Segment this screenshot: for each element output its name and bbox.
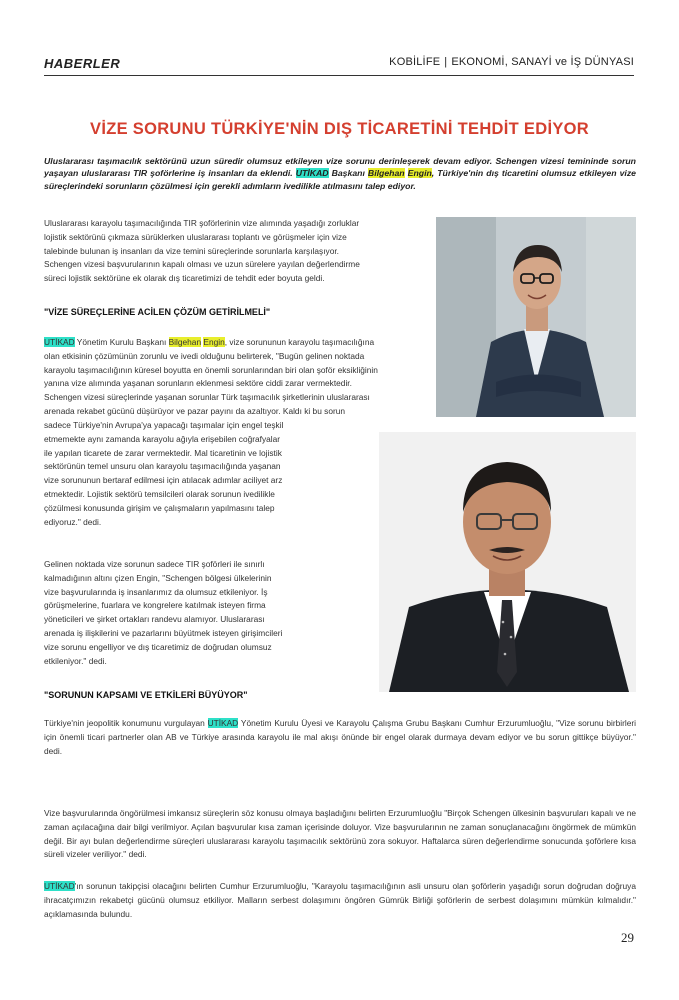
text-line: sadece Türkiye'nin Avrupa'ya yapacağı taşımalar için engel teşkil [44, 420, 284, 430]
text-line: arenada iş ilişkilerini ve pazarlarını büyütmek isteyen girişimcileri [44, 627, 283, 638]
text-line: vize sorunu engelliyor ve dış ticaretimiz de doğrudan olumsuz [44, 641, 272, 652]
org-highlight: UTİKAD [44, 881, 75, 891]
name-highlight: Engin [203, 337, 225, 347]
text-line: karayolu taşımacılığının küresel boyutta en önemli sorunlarından biri olan şoför eksikliğinin [44, 364, 378, 375]
text-line: vize başvurularında iş insanlarımız da olumsuz etkileniyor. İş [44, 586, 268, 597]
subheading-2: "SORUNUN KAPSAMI VE ETKİLERİ BÜYÜYOR" [44, 690, 248, 700]
text-line: etmemekte aynı zamanda karayolu ağıyla erişebilen coğrafyalar [44, 433, 281, 444]
org-highlight: UTİKAD [295, 168, 329, 179]
name-highlight: Bilgehan [367, 168, 405, 179]
section-label: HABERLER [44, 56, 121, 71]
section3-paragraph [44, 717, 636, 758]
text-line: kalmadığının altını çizen Engin, "Schengen bölgesi ülkelerinin [44, 572, 272, 583]
lead-text: Uluslararası taşımacılık sektörünü uzun süredir olumsuz etkileyen vize sorunu derinleşerek devam ediyor. Schengen vizesi temininde sorun yaşayan uluslararası TIR şoförlerine iş insanları da eklendi. [44, 156, 636, 179]
org-highlight: UTİKAD [44, 337, 75, 347]
portrait-illustration [379, 432, 636, 692]
text-line: çözülmesi konusunda girişim ve çalışmaların yapılmasını talep [44, 502, 275, 513]
section4-paragraph: Vize başvurularında öngörülmesi imkansız süreçlerin söz konusu olmaya başladığını belirten Erzurumluoğlu "Birçok Schengen ülkesinin başvuruları kapalı ve ne zaman açılacağına dair bilgi verilmiyor. Açılan başvurular kısa zaman içerisinde doluyor. Vize başvurularının ne zaman sonuçlanacağını öngörmek de mümkün değil. Bir ayı bulan değerlendirme süreçleri uluslararası karayolu taşımacılık sektörünü zora sokuyor. Haftalarca süren değerlendirme sonucunda şoförlere kısa süreli vizeler veriliyor." dedi. [44, 808, 636, 860]
article-title: VİZE SORUNU TÜRKİYE'NİN DIŞ TİCARETİNİ TEHDİT EDİYOR [90, 120, 589, 138]
section2-paragraph [44, 558, 370, 668]
text-line: etkileniyor." dedi. [44, 655, 107, 666]
magazine-name: KOBİLİFE [389, 56, 441, 68]
section1-continued [44, 419, 370, 529]
subheading-1: "VİZE SÜREÇLERİNE ACİLEN ÇÖZÜM GETİRİLMELİ" [44, 307, 271, 317]
section5-paragraph [44, 880, 636, 921]
portrait-illustration [436, 217, 636, 417]
article-lead [44, 155, 636, 192]
section1-paragraph [44, 336, 428, 419]
text-line: yanına vize alımında yaşanan sorunların eklenmesi sektöre ciddi zarar vermektedir. [44, 378, 352, 389]
text-line: Uluslararası karayolu taşımacılığında TIR şoförlerinin vize alımında yaşadığı zorluklar [44, 218, 360, 228]
text-line: arenada rekabet gücünü düşürüyor ve pazar payını da azaltıyor. Kaldı ki bu sorun [44, 405, 346, 416]
text-line: etmektedir. Lojistik sektörü temsilcileri olarak sorunun ivedilikle [44, 488, 275, 499]
name-highlight: Bilgehan [168, 337, 202, 347]
text-span: Yönetim Kurulu Başkanı [74, 337, 169, 347]
text-line: lojistik sektörünü çıkmaza sürüklerken uluslararası toplantı ve görüşmeler için vize [44, 231, 347, 242]
text-line: görüşmelerine, fuarlara ve kongrelere katılmak isteyen firma [44, 600, 266, 611]
text-line: yöneticileri ve şirket ortakları randevu alamıyor. Uluslararası [44, 614, 265, 625]
text-line: vize sorununun bertaraf edilmesi için atılacak adımlar aciliyet arz [44, 475, 283, 486]
text-line: Gelinen noktada vize sorunun sadece TIR şoförleri ile sınırlı [44, 559, 265, 569]
portrait-photo-bilgehan-engin [436, 217, 636, 417]
page-number: 29 [621, 930, 634, 945]
name-highlight: Engin [407, 168, 432, 179]
lead-text: , Türkiye'nin dış ticaretini olumsuz etkileyen vize süreçlerindeki sorunların çözülmesi için gerekli adımların ivedilikle atılmasını talep ediyor. [44, 168, 637, 191]
text-line [44, 336, 428, 350]
text-span: , vize sorununun karayolu taşımacılığına [224, 337, 375, 347]
intro-paragraph [44, 217, 428, 286]
text-line: ediyoruz." dedi. [44, 516, 102, 527]
text-span: Türkiye'nin jeopolitik konumunu vurgulayan [44, 718, 208, 728]
org-highlight: UTİKAD [207, 718, 239, 728]
text-line: talebinde bulunan iş insanları da vize temini süreçlerinde sorunlarla karşılaşıyor. [44, 245, 339, 256]
text-line: ile yapılan ticarete de zarar vermektedir. Mal ticaretinin ve lojistik [44, 447, 282, 458]
text-span: 'ın sorunun takipçisi olacağını belirten Cumhur Erzurumluoğlu, "Karayolu taşımacılığının asli unsuru olan şoförlerin yaşadığı sorun doğrudan doğruya ihracatçımızın rekabetçi gücünü olumsuz etkiliyor. Malların serbest dolaşımını öngören Gümrük Birliği şoförlerin de serbest dolaşımını mümkün kılmalıdır." açıklamasında bulundu. [44, 881, 636, 919]
header-divider [44, 75, 634, 76]
text-span: Yönetim Kurulu Üyesi ve Karayolu Çalışma Grubu Başkanı Cumhur Erzurumluoğlu, "Vize sorunu birbirleri için önemli ticari partnerler olan AB ve Türkiye arasında karayolu ile mal akışı önünde bir engel olarak durmaya devam ediyor ve bu sorun gittikçe büyüyor." dedi. [44, 718, 636, 756]
magazine-header: KOBİLİFE | EKONOMİ, SANAYİ ve İŞ DÜNYASI [389, 56, 634, 68]
lead-text: Başkanı [328, 168, 368, 179]
text-line: süreci lojistik sektörüne ek olarak dış ticaretimizi de tehdit eder boyuta geldi. [44, 273, 325, 284]
portrait-photo-cumhur-erzurumluoglu [379, 432, 636, 692]
text-line: Schengen vizesi başvurularının kapalı olması ve uzun sürelere yayılan değerlendirme [44, 259, 360, 270]
text-line: olan etkisinin çözümünün zorunlu ve ivedi olduğunu belirterek, "Bugün gelinen noktada [44, 350, 365, 361]
magazine-topic: EKONOMİ, SANAYİ ve İŞ DÜNYASI [451, 56, 634, 68]
text-line: Schengen vizesi süreçlerinde yaşanan sorunlar Türk taşımacılık şirketlerinin uluslararası [44, 392, 370, 403]
text-line: sektörünün temel unsuru olan karayolu taşımacılığında yaşanan [44, 461, 281, 472]
